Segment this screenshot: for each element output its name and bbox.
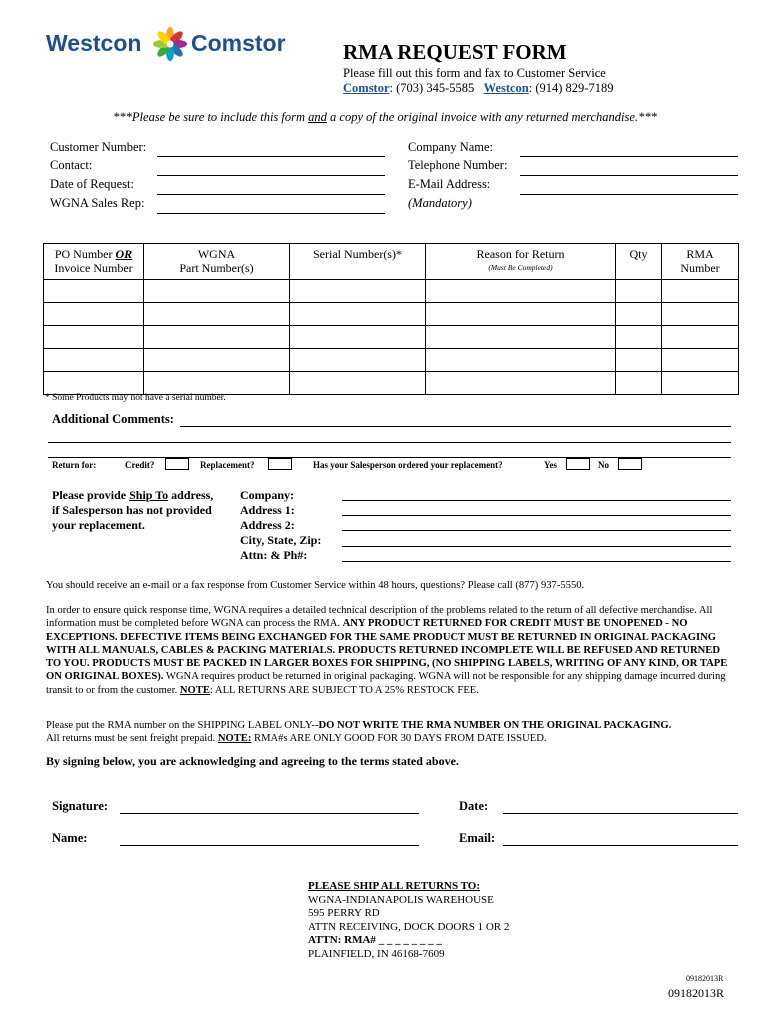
col-reason: Reason for Return (Must Be Completed) xyxy=(426,244,616,280)
sales-rep-field[interactable] xyxy=(157,213,385,214)
yes-label: Yes xyxy=(544,460,557,470)
telephone-field[interactable] xyxy=(520,175,738,176)
ship-address2-label: Address 2: xyxy=(240,518,295,532)
table-header-row xyxy=(44,244,739,280)
return-address-line: PLAINFIELD, IN 46168-7609 xyxy=(308,947,445,960)
comstor-label: Comstor xyxy=(343,81,390,95)
form-code-large: 09182013R xyxy=(668,986,725,1000)
acknowledgement: By signing below, you are acknowledging and agreeing to the terms stated above. xyxy=(46,754,459,768)
telephone-label: Telephone Number: xyxy=(408,158,508,172)
sig-email-field[interactable] xyxy=(503,845,738,846)
ship-address1-label: Address 1: xyxy=(240,503,295,517)
ship-address2-field[interactable] xyxy=(342,530,731,531)
date-of-request-label: Date of Request: xyxy=(50,177,135,191)
rma-label-paragraph: Please put the RMA number on the SHIPPING LABEL ONLY--DO NOT WRITE THE RMA NUMBER ON THE ORIGINAL PACKAGING. All returns must be sent freight prepaid. NOTE: RMA#s ARE ONLY GOOD FOR 30 DAYS FROM DATE ISSUED. xyxy=(46,720,672,745)
additional-comments-label: Additional Comments: xyxy=(52,412,174,426)
table-row xyxy=(44,326,739,349)
table-row xyxy=(44,372,739,395)
ship-company-label: Company: xyxy=(240,488,295,502)
form-code-small: 09182013R xyxy=(686,974,724,983)
col-po-number: PO Number OR Invoice Number xyxy=(44,244,144,280)
credit-checkbox[interactable] xyxy=(165,458,189,470)
contact-phones xyxy=(343,81,613,96)
ship-city-label: City, State, Zip: xyxy=(240,533,322,547)
date-of-request-field[interactable] xyxy=(157,194,385,195)
credit-label: Credit? xyxy=(125,460,155,470)
form-title: RMA REQUEST FORM xyxy=(343,40,567,64)
return-address-line: ATTN RECEIVING, DOCK DOORS 1 OR 2 xyxy=(308,920,510,933)
company-name-field[interactable] xyxy=(520,156,738,157)
signature-field[interactable] xyxy=(120,813,419,814)
westcon-phone: : (914) 829-7189 xyxy=(528,81,614,95)
parts-table xyxy=(43,243,739,395)
serial-footnote: * Some Products may not have a serial number. xyxy=(45,393,226,403)
sig-email-label: Email: xyxy=(459,831,496,845)
table-row xyxy=(44,280,739,303)
name-field[interactable] xyxy=(120,845,419,846)
date-label: Date: xyxy=(459,799,489,813)
return-address xyxy=(308,880,509,961)
customer-number-label: Customer Number: xyxy=(50,140,147,154)
form-subtitle: Please fill out this form and fax to Customer Service xyxy=(343,66,606,80)
comments-field-1[interactable] xyxy=(180,426,731,427)
table-row xyxy=(44,303,739,326)
return-address-attn: ATTN: RMA# _ _ _ _ _ _ _ _ xyxy=(308,934,442,946)
no-label: No xyxy=(598,460,609,470)
ship-attn-field[interactable] xyxy=(342,561,731,562)
return-address-line: WGNA-INDIANAPOLIS WAREHOUSE xyxy=(308,893,494,906)
replacement-checkbox[interactable] xyxy=(268,458,292,470)
salesperson-question: Has your Salesperson ordered your replacement? xyxy=(313,460,503,470)
email-label: E-Mail Address: xyxy=(408,177,491,191)
ship-attn-label: Attn: & Ph#: xyxy=(240,548,308,562)
ship-city-field[interactable] xyxy=(342,546,731,547)
comstor-phone: : (703) 345-5585 xyxy=(389,81,475,95)
name-label: Name: xyxy=(52,831,88,845)
comments-field-2[interactable] xyxy=(48,442,731,443)
return-address-line: 595 PERRY RD xyxy=(308,907,380,919)
contact-field[interactable] xyxy=(157,175,385,176)
company-logo xyxy=(46,24,286,64)
terms-paragraph: In order to ensure quick response time, WGNA requires a detailed technical description of the problems related to the return of all defective merchandise. All information must be completed before WGNA can process the RMA. ANY PRODUCT RETURNED FOR CREDIT MUST BE UNOPENED - NO EXCEPTIONS. DEFECTIVE ITEMS BEING EXCHANGED FOR THE SAME PRODUCT MUST BE RETURNED IN ORIGINAL PACKAGING WITH ALL MANUALS, CABLES & PACKING MATERIALS. PRODUCTS RETURNED INCOMPLETE WILL BE REFUSED AND RETURNED TO YOU. PRODUCTS MUST BE PACKED IN LARGER BOXES FOR SHIPPING, (NO SHIPPING LABELS, WRITING OF ANY KIND, OR TAPE ON ORIGINAL BOXES). WGNA requires product be returned in original packaging. WGNA will not be responsible for any shipping damage incurred during transit to or from the customer. NOTE: ALL RETURNS ARE SUBJECT TO A 25% RESTOCK FEE. xyxy=(46,605,728,696)
yes-checkbox[interactable] xyxy=(566,458,590,470)
replacement-label: Replacement? xyxy=(200,460,255,470)
no-checkbox[interactable] xyxy=(618,458,642,470)
sales-rep-label: WGNA Sales Rep: xyxy=(50,196,145,210)
customer-number-field[interactable] xyxy=(157,156,385,157)
col-part-number: WGNA Part Number(s) xyxy=(144,244,290,280)
invoice-notice: ***Please be sure to include this form and a copy of the original invoice with any returned merchandise.*** xyxy=(113,110,657,124)
col-serial-number: Serial Number(s)* xyxy=(290,244,426,280)
signature-label: Signature: xyxy=(52,799,109,813)
date-field[interactable] xyxy=(503,813,738,814)
logo-comstor: Comstor xyxy=(191,30,286,56)
ship-to-labels xyxy=(240,488,321,563)
email-field[interactable] xyxy=(520,194,738,195)
logo-westcon: Westcon xyxy=(46,30,142,56)
table-row xyxy=(44,349,739,372)
return-address-heading: PLEASE SHIP ALL RETURNS TO: xyxy=(308,880,480,892)
col-qty: Qty xyxy=(616,244,662,280)
ship-address1-field[interactable] xyxy=(342,515,731,516)
contact-label: Contact: xyxy=(50,158,93,172)
return-for-label: Return for: xyxy=(52,460,97,470)
col-rma-number: RMA Number xyxy=(662,244,739,280)
ship-company-field[interactable] xyxy=(342,500,731,501)
flower-logo-icon xyxy=(153,27,187,61)
westcon-label: Westcon xyxy=(483,81,529,95)
ship-to-instructions: Please provide Ship To address, if Salesperson has not provided your replacement. xyxy=(52,488,214,532)
company-name-label: Company Name: xyxy=(408,140,494,154)
mandatory-note: (Mandatory) xyxy=(408,196,472,210)
response-notice: You should receive an e-mail or a fax response from Customer Service within 48 hours, questions? Please call (877) 937-5550. xyxy=(46,580,585,591)
